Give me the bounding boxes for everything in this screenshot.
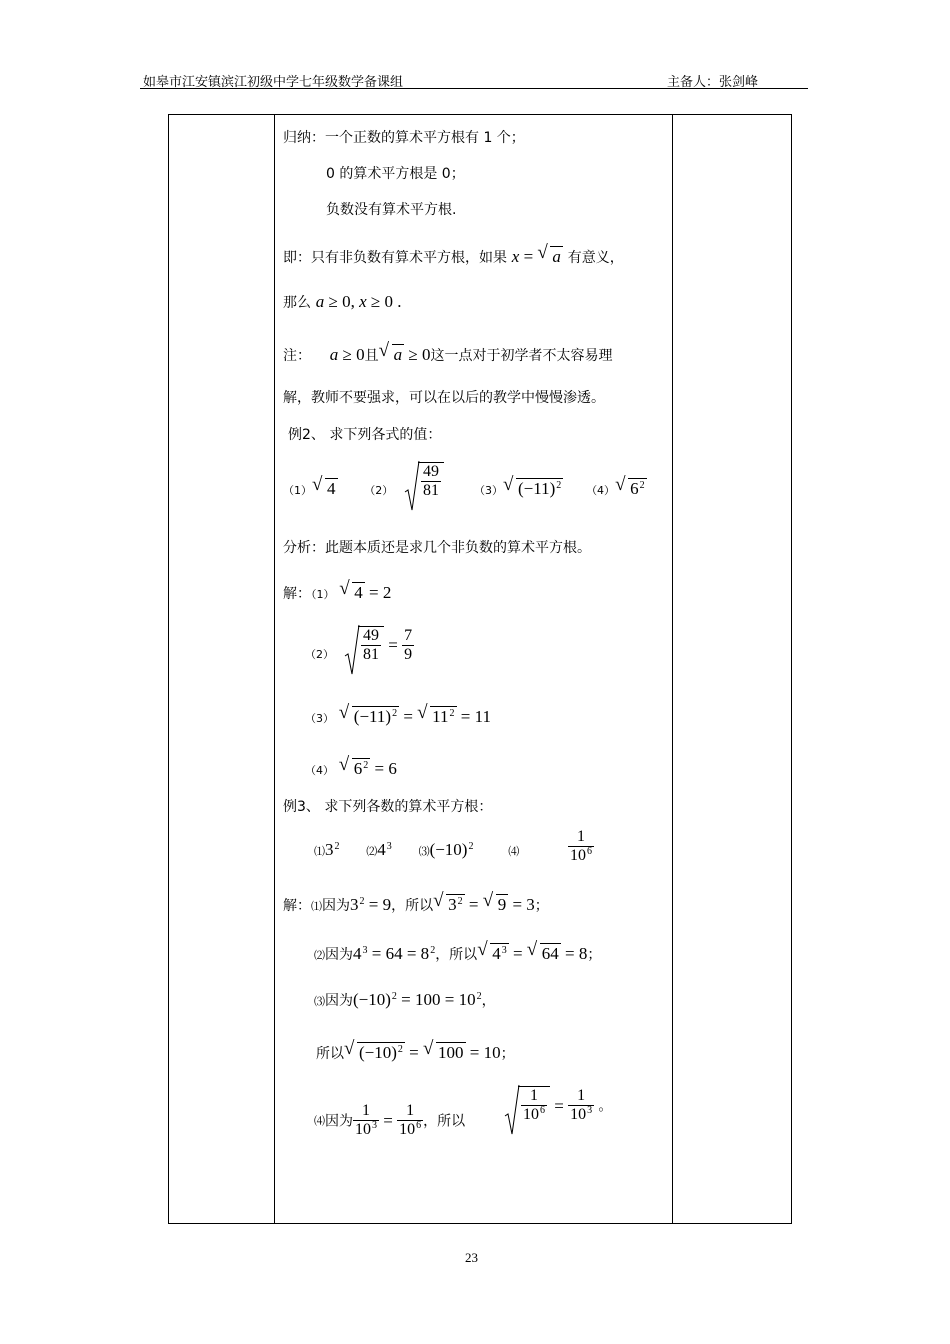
note-text: 这一点对于初学者不太容易理 [430,348,613,364]
note-formula-2: √ a ≥ 0 [379,345,431,364]
column-divider-right [672,115,673,1223]
q4-expr: $\frac{1}{10^6}$ [568,828,594,867]
analysis-line: 分析：此题本质还是求几个非负数的算术平方根。 [283,540,591,556]
ex3-solution-3b [316,1042,515,1066]
e2-label: ⑵ [314,949,325,962]
ex3-solution-label: 解： [283,898,311,914]
note-line [283,344,612,366]
example-2-problems [283,478,393,501]
ex3-solution-3a [314,990,496,1013]
page-number: 23 [465,1250,478,1265]
e3-expr-b: √ $(-10)^2$ = √ 100 = 10 [344,1043,501,1062]
e1-expr-b: √ $3^2$ = √ 9 = 3 [433,895,535,914]
ex3-solution-4 [314,1102,465,1141]
q3-expr: $(-10)^2$ [429,840,474,859]
s2-expr: $\frac{49}{81}$ = $\frac{7}{9}$ [342,626,414,664]
e3-because: 因为 [325,993,353,1009]
e2-so: ，所以 [435,947,478,963]
e4-expr-a: $\frac{1}{10^3}$ = $\frac{1}{10^6}$ [353,1110,423,1129]
header-rule [140,88,808,89]
s1-label: （1） [311,588,335,601]
meaning-formula: x = √ a [512,247,563,266]
q2-label: ⑵ [366,845,378,858]
p1-expr: √ 4 [312,479,338,498]
summary-line-2: 0 的算术平方根是 0； [326,166,465,182]
example-3-problems [314,840,519,863]
meaning-text-b: 有意义， [567,250,624,266]
q3-label: ⑶ [418,845,430,858]
s3-expr: √ $(-11)^2$ = √ $11^2 = 11$ [339,707,491,726]
example-3-title: 例3、 求下列各数的算术平方根： [283,799,493,815]
note-line-2: 解，教师不要强求，可以在以后的教学中慢慢渗透。 [283,390,605,406]
s2-label-row [305,643,334,665]
e3-comma: ， [481,993,496,1009]
e2-end: ； [587,947,602,963]
meaning-line [283,246,624,268]
e3-expr-a: $(-10)^2 = 100 = 10^2$ [353,990,482,1009]
e3-end: ； [500,1046,515,1062]
e1-end: ； [534,898,549,914]
p4-label: （4） [586,484,616,497]
header-author: 主备人：张剑峰 [667,75,759,90]
q1-label: ⑴ [314,845,325,858]
then-line [283,292,402,313]
e4-end: 。 [598,1098,613,1115]
e4-expr-b: $\frac{1}{10^6}$ = $\frac{1}{10^3}$ 。 [502,1086,612,1126]
s4-label: （4） [305,764,334,777]
header-school: 如皋市江安镇滨江初级中学七年级数学备课组 [143,75,404,90]
solution-3 [305,706,491,730]
summary-line-3: 负数没有算术平方根. [326,202,457,218]
q4-label: ⑷ [508,845,520,858]
ex3-solution-2 [314,943,601,967]
meaning-text-a: 即：只有非负数有算术平方根，如果 [283,250,507,266]
s1-expr: √ 4 = 2 [339,583,391,602]
then-text: 那么 [283,295,311,311]
note-formula-1: a ≥ 0 [329,345,365,364]
e2-expr-b: √ $4^3$ = √ 64 = 8 [477,944,587,963]
s3-label: （3） [305,712,334,725]
e3-so: 所以 [316,1046,344,1062]
e4-label: ⑷ [314,1114,325,1128]
column-divider-left [274,115,275,1223]
q2-expr: $4^3$ [377,840,392,859]
e1-expr-a: $3^2 = 9$ [350,895,392,914]
note-label: 注： [283,348,311,364]
q1-expr: $3^2$ [325,840,340,859]
solution-1 [283,582,391,605]
p1-label: （1） [283,484,312,497]
solution-4 [305,758,397,782]
e4-because: 因为 [325,1113,353,1130]
e2-expr-a: $4^3 = 64 = 8^2$ [353,944,436,963]
p3-expr: √ $(-11)^2$ [503,479,563,498]
e2-because: 因为 [325,947,353,963]
e3-label: ⑶ [314,995,325,1008]
p3-label: （3） [474,484,503,497]
p3-p4 [474,478,647,502]
e1-because: 因为 [322,898,350,914]
p4-expr: √ $6^2$ [615,479,647,498]
s4-expr: √ $6^2 = 6$ [339,759,397,778]
solution-label: 解： [283,586,311,602]
ex3-solution-1 [283,894,549,918]
s2-label: （2） [305,648,334,661]
example-2-title: 例2、 求下列各式的值： [288,427,442,443]
p2-expr: $\frac{49}{81}$ [402,462,444,500]
then-formula: a ≥ 0, x ≥ 0 . [315,292,402,311]
e1-so: ，所以 [391,898,434,914]
p2-label: （2） [364,484,394,497]
summary-line-1: 归纳：一个正数的算术平方根有 1 个； [283,130,525,146]
e1-label: ⑴ [311,900,322,913]
note-and: 且 [364,348,379,364]
e4-so: ，所以 [423,1113,466,1130]
